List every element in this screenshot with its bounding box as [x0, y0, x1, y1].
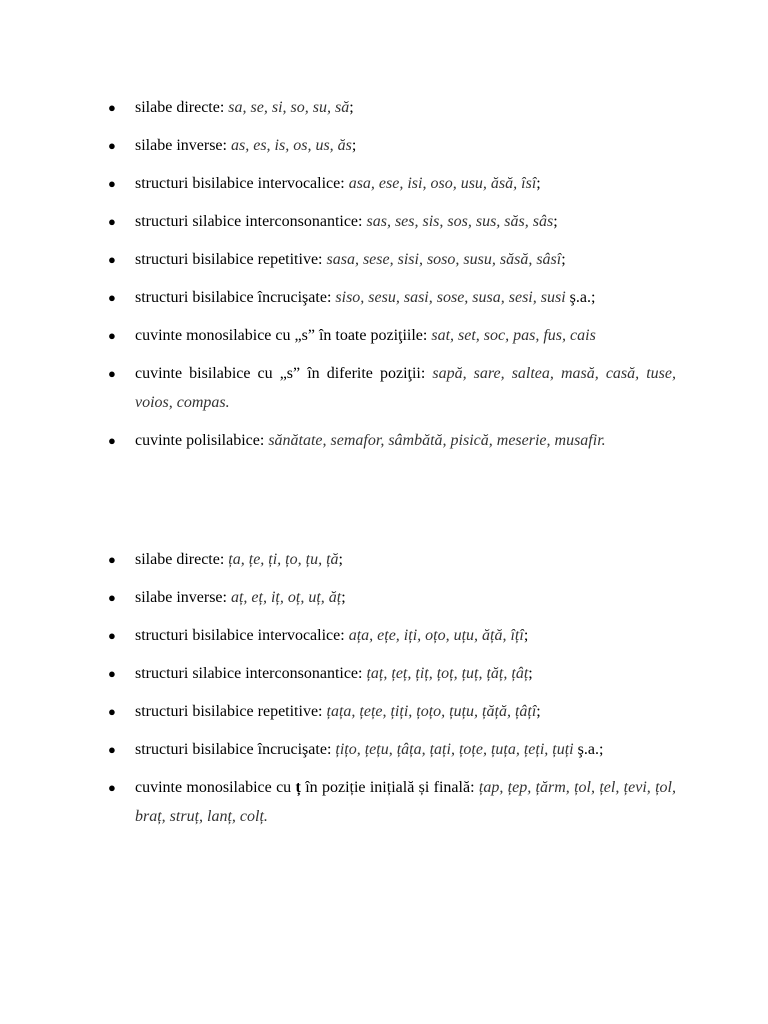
item-suffix: ;	[561, 251, 566, 268]
item-separator: :	[318, 251, 327, 268]
item-suffix: ;	[338, 551, 343, 568]
item-label: silabe inverse	[135, 137, 223, 154]
bullet-icon: ●	[108, 328, 116, 343]
bullet-icon: ●	[108, 100, 116, 115]
item-separator: :	[420, 365, 433, 382]
item-label-letter: ț	[295, 779, 301, 796]
item-label: silabe directe	[135, 99, 220, 116]
item-label: structuri bisilabice repetitive	[135, 703, 319, 720]
list-item	[108, 359, 676, 417]
item-examples: țițo, țețu, țâța, țați, țoțe, țuța, țeți, țuți	[335, 741, 574, 758]
list-item	[108, 131, 676, 160]
bullet-list-t	[108, 545, 676, 840]
item-label-start: cuvinte monosilabice cu	[135, 779, 296, 796]
bullet-icon: ●	[108, 704, 116, 719]
item-separator: :	[358, 665, 367, 682]
bullet-icon: ●	[108, 628, 116, 643]
list-item	[108, 283, 676, 312]
item-suffix: ;	[553, 213, 558, 230]
bullet-icon: ●	[108, 780, 116, 795]
item-label: structuri bisilabice încrucişate	[135, 741, 327, 758]
bullet-icon: ●	[108, 252, 116, 267]
list-item	[108, 245, 676, 274]
item-label: structuri bisilabice încrucişate	[135, 289, 327, 306]
bullet-icon: ●	[108, 590, 116, 605]
item-label: silabe inverse	[135, 589, 223, 606]
list-item	[108, 773, 676, 831]
item-examples: siso, sesu, sasi, sose, susa, sesi, susi	[335, 289, 566, 306]
item-separator: :	[219, 99, 229, 116]
item-label: cuvinte polisilabice	[135, 432, 260, 449]
bullet-icon: ●	[108, 176, 116, 191]
item-suffix: ş.a.;	[565, 289, 596, 306]
item-suffix: ş.a.;	[573, 741, 604, 758]
item-separator: :	[318, 703, 327, 720]
item-label: structuri bisilabice intervocalice	[135, 627, 341, 644]
item-suffix: ;	[523, 627, 529, 644]
list-item	[108, 697, 676, 726]
item-examples: sapă, sare, saltea, masă, casă, tuse, voios, compas.	[135, 365, 676, 411]
item-suffix: ;	[351, 137, 357, 154]
item-separator: :	[340, 175, 349, 192]
bullet-icon: ●	[108, 552, 116, 567]
item-label: structuri bisilabice intervocalice	[135, 175, 341, 192]
item-separator: :	[358, 213, 367, 230]
item-examples: sat, set, soc, pas, fus, cais	[431, 327, 596, 344]
item-separator: :	[326, 289, 336, 306]
item-examples: sas, ses, sis, sos, sus, săs, sâs	[366, 213, 554, 230]
item-suffix: ;	[341, 589, 346, 606]
list-item	[108, 545, 676, 574]
item-examples: sasa, sese, sisi, soso, susu, săsă, sâsî	[326, 251, 562, 268]
bullet-icon: ●	[108, 290, 116, 305]
bullet-icon: ●	[108, 214, 116, 229]
item-label: cuvinte bisilabice cu „s” în diferite poziţii	[135, 365, 421, 382]
bullet-icon: ●	[108, 138, 116, 153]
list-item	[108, 93, 676, 122]
bullet-icon: ●	[108, 366, 116, 381]
item-suffix: ;	[536, 703, 541, 720]
bullet-icon: ●	[108, 742, 116, 757]
list-item	[108, 735, 676, 764]
item-separator: :	[222, 137, 231, 154]
item-examples: ța, țe, ți, țo, țu, ță	[228, 551, 339, 568]
item-separator: :	[259, 432, 269, 449]
item-label: cuvinte monosilabice cu „s” în toate poziţiile	[135, 327, 423, 344]
item-label: structuri silabice interconsonantice	[135, 665, 359, 682]
item-label: structuri bisilabice repetitive	[135, 251, 319, 268]
item-separator: :	[422, 327, 432, 344]
list-item	[108, 207, 676, 236]
item-separator: :	[340, 627, 349, 644]
item-suffix: ;	[349, 99, 354, 116]
item-separator: :	[470, 779, 479, 796]
item-examples: ața, ețe, iți, oțo, uțu, ăță, îțî	[348, 627, 524, 644]
item-suffix: ;	[536, 175, 541, 192]
item-examples: țața, țețe, țiți, țoțo, țuțu, țăță, țâțî	[326, 703, 537, 720]
list-item	[108, 426, 676, 455]
item-examples: țap, țep, țărm, țol, țel, țevi, țol, braț, struț, lanț, colț.	[135, 779, 676, 825]
item-examples: sănătate, semafor, sâmbătă, pisică, meserie, musafir.	[268, 432, 606, 449]
item-examples: sa, se, si, so, su, să	[228, 99, 350, 116]
item-label: structuri silabice interconsonantice	[135, 213, 359, 230]
item-examples: țaț, țeț, țiț, țoț, țuț, țăț, țâț	[366, 665, 529, 682]
list-item	[108, 621, 676, 650]
list-item	[108, 659, 676, 688]
bullet-icon: ●	[108, 666, 116, 681]
item-suffix: ;	[528, 665, 533, 682]
list-item	[108, 321, 676, 350]
list-item	[108, 169, 676, 198]
item-label-end: în poziție inițială și finală	[300, 779, 471, 796]
item-separator: :	[326, 741, 336, 758]
bullet-icon: ●	[108, 433, 116, 448]
item-examples: aț, eț, iț, oț, uț, ăț	[230, 589, 342, 606]
item-examples: asa, ese, isi, oso, usu, ăsă, îsî	[348, 175, 537, 192]
item-separator: :	[222, 589, 231, 606]
bullet-list-s	[108, 93, 676, 464]
item-examples: as, es, is, os, us, ăs	[230, 137, 352, 154]
item-label: silabe directe	[135, 551, 220, 568]
item-separator: :	[219, 551, 229, 568]
list-item	[108, 583, 676, 612]
